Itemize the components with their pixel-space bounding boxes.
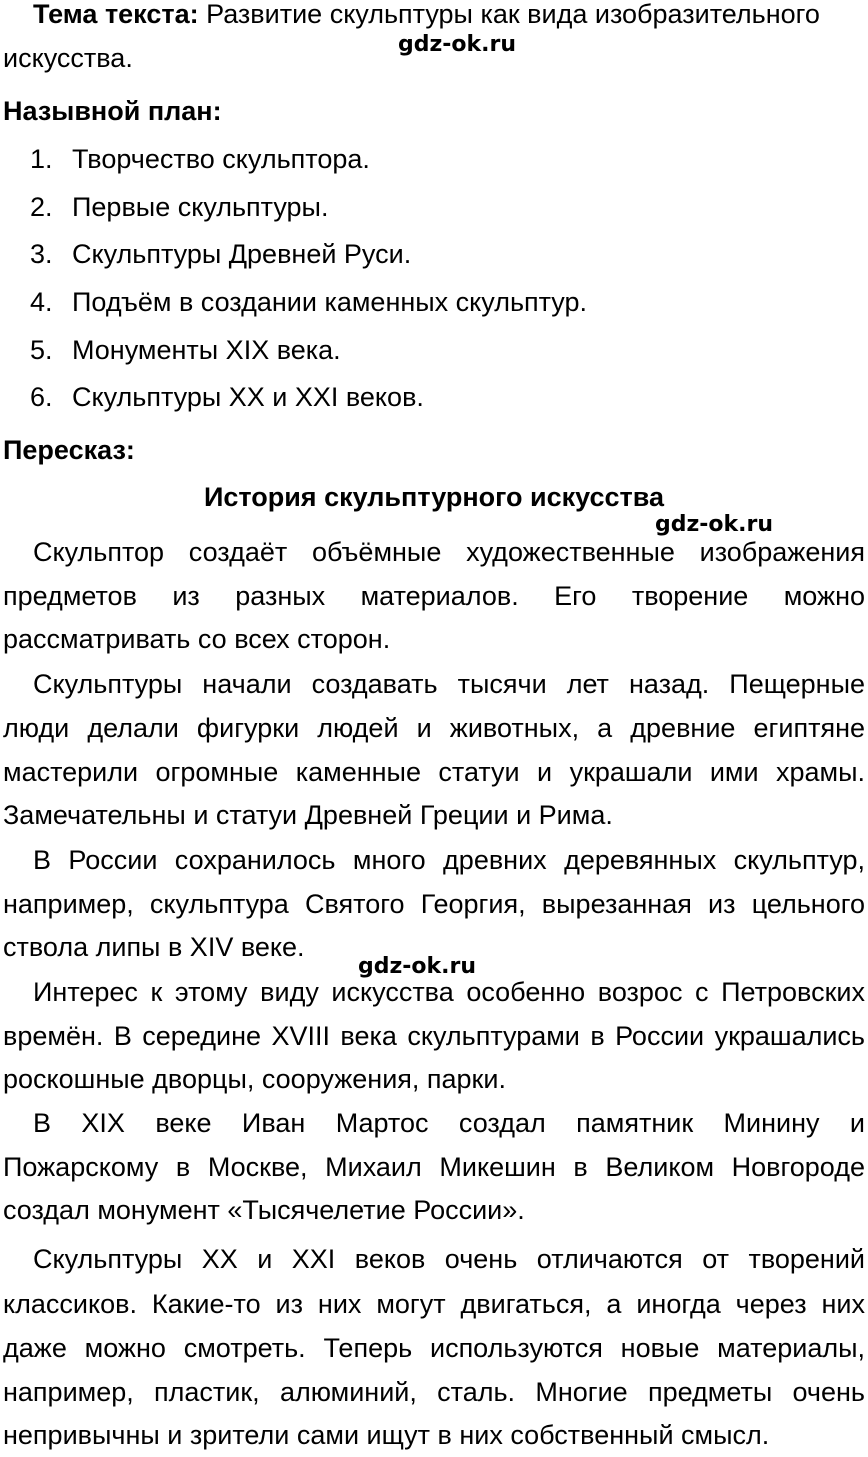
theme-text: Развитие скульптуры как вида изобразительного	[198, 0, 820, 29]
retelling-heading: Пересказ:	[3, 435, 135, 465]
watermark: gdz-ok.ru	[398, 32, 517, 57]
text-line: рассматривать со всех сторон.	[3, 624, 391, 654]
retelling-title: История скульптурного искусства	[203, 482, 665, 512]
plan-heading: Назывной план:	[3, 96, 222, 126]
text-line: В России сохранилось много древних деревянных скульптур,	[33, 845, 865, 875]
text-line: Пожарскому в Москве, Михаил Микешин в Великом Новгороде	[3, 1152, 865, 1182]
plan-item: 4. Подъём в создании каменных скульптур.	[30, 287, 588, 317]
text-line: например, пластик, алюминий, сталь. Многие предметы очень	[3, 1377, 865, 1407]
theme-line-2: искусства.	[3, 43, 133, 73]
plan-item: 1. Творчество скульптора.	[30, 144, 370, 174]
text-line: непривычны и зрители сами ищут в них собственный смысл.	[3, 1420, 770, 1450]
theme-label: Тема текста:	[33, 0, 199, 29]
text-line: роскошные дворцы, сооружения, парки.	[3, 1064, 506, 1094]
text-line: Интерес к этому виду искусства особенно возрос с Петровских	[33, 977, 865, 1007]
watermark: gdz-ok.ru	[655, 512, 774, 537]
text-line: даже можно смотреть. Теперь используются новые материалы,	[3, 1333, 865, 1363]
text-line: классиков. Какие-то из них могут двигаться, а иногда через них	[3, 1289, 865, 1319]
text-line: Скульптуры XX и XXI веков очень отличаются от творений	[33, 1244, 865, 1274]
text-line: например, скульптура Святого Георгия, вырезанная из цельного	[3, 889, 865, 919]
text-line: Замечательны и статуи Древней Греции и Рима.	[3, 800, 613, 830]
text-line: создал монумент «Тысячелетие России».	[3, 1195, 525, 1225]
plan-item: 5. Монументы XIX века.	[30, 335, 341, 365]
text-line: В XIX веке Иван Мартос создал памятник Минину и	[33, 1108, 865, 1138]
plan-item: 6. Скульптуры XX и XXI веков.	[30, 382, 424, 412]
text-line: Скульптор создаёт объёмные художественные изображения	[33, 537, 865, 567]
text-line: предметов из разных материалов. Его творение можно	[3, 581, 865, 611]
text-line: ствола липы в XIV веке.	[3, 932, 305, 962]
plan-item: 2. Первые скульптуры.	[30, 192, 329, 222]
text-line: Скульптуры начали создавать тысячи лет назад. Пещерные	[33, 669, 865, 699]
plan-item: 3. Скульптуры Древней Руси.	[30, 239, 412, 269]
text-line: мастерили огромные каменные статуи и украшали ими храмы.	[3, 757, 865, 787]
text-line: люди делали фигурки людей и животных, а древние египтяне	[3, 713, 865, 743]
text-line: времён. В середине XVIII века скульптурами в России украшались	[3, 1021, 865, 1051]
watermark: gdz-ok.ru	[358, 954, 477, 979]
